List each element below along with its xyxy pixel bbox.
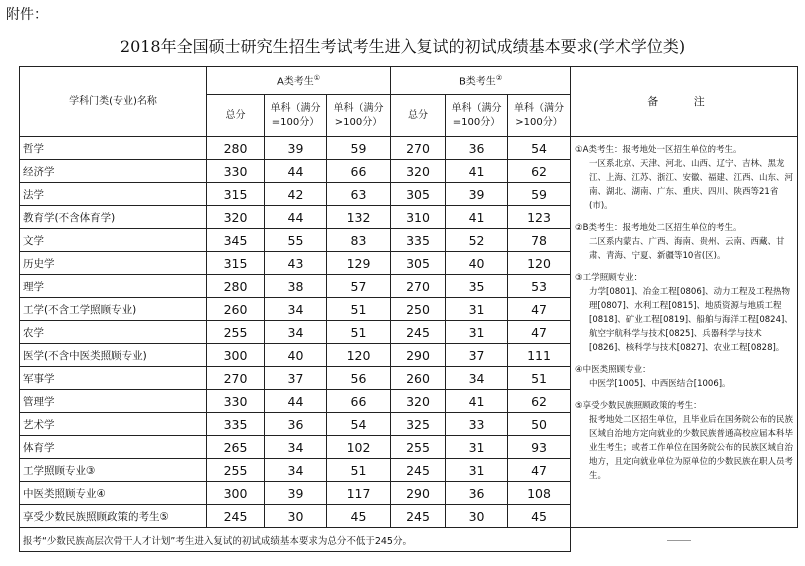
score-a-over: 51 bbox=[327, 321, 391, 344]
score-b-100: 34 bbox=[446, 367, 508, 390]
score-b-100: 35 bbox=[446, 275, 508, 298]
score-a-total: 255 bbox=[207, 459, 265, 482]
score-b-100: 36 bbox=[446, 137, 508, 160]
note-body: 力学[0801]、冶金工程[0806]、动力工程及工程热物理[0807]、水利工程[0815]、地质资源与地质工程[0818]、矿业工程[0819]、船舶与海洋工程[0824]、航空宇航科学与技术[0825]、兵器科学与技术[0826]、核科学与技术[0827]、农业工程[0828]。 bbox=[589, 287, 793, 353]
subject-name: 哲学 bbox=[20, 137, 207, 160]
score-requirements-table bbox=[19, 66, 798, 552]
score-a-100: 55 bbox=[265, 229, 327, 252]
score-b-over: 108 bbox=[508, 482, 571, 505]
score-a-100: 40 bbox=[265, 344, 327, 367]
score-a-100: 43 bbox=[265, 252, 327, 275]
score-b-over: 53 bbox=[508, 275, 571, 298]
score-b-100: 30 bbox=[446, 505, 508, 528]
score-b-total: 290 bbox=[391, 344, 446, 367]
score-a-100: 39 bbox=[265, 137, 327, 160]
score-a-total: 280 bbox=[207, 137, 265, 160]
score-b-total: 335 bbox=[391, 229, 446, 252]
subject-name: 教育学(不含体育学) bbox=[20, 206, 207, 229]
score-a-total: 260 bbox=[207, 298, 265, 321]
subject-name: 中医类照顾专业④ bbox=[20, 482, 207, 505]
subject-name: 军事学 bbox=[20, 367, 207, 390]
b-single-100-header: 单科（满分=100分） bbox=[446, 95, 508, 137]
score-a-100: 34 bbox=[265, 321, 327, 344]
group-b-label: B类考生 bbox=[458, 76, 496, 88]
score-b-100: 33 bbox=[446, 413, 508, 436]
note-heading: ④中医类照顾专业： bbox=[575, 365, 651, 375]
score-b-over: 120 bbox=[508, 252, 571, 275]
score-a-100: 44 bbox=[265, 390, 327, 413]
note-heading: ②B类考生：报考地处二区招生单位的考生。 bbox=[575, 223, 742, 233]
score-b-100: 41 bbox=[446, 206, 508, 229]
category-header: 学科门类(专业)名称 bbox=[20, 67, 207, 137]
score-b-total: 305 bbox=[391, 183, 446, 206]
score-a-over: 129 bbox=[327, 252, 391, 275]
score-a-total: 300 bbox=[207, 482, 265, 505]
score-a-total: 320 bbox=[207, 206, 265, 229]
score-b-100: 31 bbox=[446, 436, 508, 459]
note-body: 报考地处二区招生单位，且毕业后在国务院公布的民族区域自治地方定向就业的少数民族普通高校应届本科毕业生考生；或者工作单位在国务院公布的民族区域自治地方，且定向就业单位为原单位的少数民族在职人员考生。 bbox=[589, 415, 794, 481]
score-a-total: 265 bbox=[207, 436, 265, 459]
score-b-total: 320 bbox=[391, 390, 446, 413]
score-a-total: 345 bbox=[207, 229, 265, 252]
score-b-100: 31 bbox=[446, 321, 508, 344]
score-b-over: 123 bbox=[508, 206, 571, 229]
note-body: 一区系北京、天津、河北、山西、辽宁、吉林、黑龙江、上海、江苏、浙江、安徽、福建、江西、山东、河南、湖北、湖南、广东、重庆、四川、陕西等21省(市)。 bbox=[589, 159, 794, 211]
score-a-total: 315 bbox=[207, 183, 265, 206]
score-a-over: 66 bbox=[327, 390, 391, 413]
score-b-over: 62 bbox=[508, 160, 571, 183]
score-b-over: 54 bbox=[508, 137, 571, 160]
score-b-over: 62 bbox=[508, 390, 571, 413]
score-a-100: 42 bbox=[265, 183, 327, 206]
subject-name: 体育学 bbox=[20, 436, 207, 459]
score-b-total: 310 bbox=[391, 206, 446, 229]
score-a-over: 66 bbox=[327, 160, 391, 183]
subject-name: 工学(不含工学照顾专业) bbox=[20, 298, 207, 321]
score-b-over: 47 bbox=[508, 298, 571, 321]
score-a-100: 44 bbox=[265, 206, 327, 229]
score-a-total: 315 bbox=[207, 252, 265, 275]
score-a-over: 57 bbox=[327, 275, 391, 298]
subject-name: 理学 bbox=[20, 275, 207, 298]
score-a-100: 38 bbox=[265, 275, 327, 298]
group-a-footnote-mark: ① bbox=[313, 74, 321, 83]
score-b-total: 245 bbox=[391, 459, 446, 482]
score-b-over: 50 bbox=[508, 413, 571, 436]
score-a-100: 34 bbox=[265, 436, 327, 459]
score-b-total: 270 bbox=[391, 275, 446, 298]
score-a-over: 83 bbox=[327, 229, 391, 252]
subject-name: 工学照顾专业③ bbox=[20, 459, 207, 482]
b-total-header: 总分 bbox=[391, 95, 446, 137]
score-b-over: 93 bbox=[508, 436, 571, 459]
subject-name: 农学 bbox=[20, 321, 207, 344]
bottom-scribble bbox=[667, 540, 691, 541]
group-a-header bbox=[207, 67, 391, 95]
score-a-over: 132 bbox=[327, 206, 391, 229]
score-a-over: 45 bbox=[327, 505, 391, 528]
score-b-over: 47 bbox=[508, 459, 571, 482]
note-heading: ⑤享受少数民族照顾政策的考生： bbox=[575, 401, 702, 411]
score-a-over: 120 bbox=[327, 344, 391, 367]
note-body: 二区系内蒙古、广西、海南、贵州、云南、西藏、甘肃、青海、宁夏、新疆等10省(区)。 bbox=[589, 237, 785, 261]
note-heading: ③工学照顾专业： bbox=[575, 273, 643, 283]
group-a-label: A类考生 bbox=[276, 76, 314, 88]
remarks-header: 备 注 bbox=[571, 67, 798, 137]
score-b-total: 325 bbox=[391, 413, 446, 436]
score-a-over: 51 bbox=[327, 459, 391, 482]
score-a-100: 44 bbox=[265, 160, 327, 183]
note-heading: ①A类考生：报考地处一区招生单位的考生。 bbox=[575, 145, 742, 155]
score-b-100: 36 bbox=[446, 482, 508, 505]
note-n5 bbox=[575, 399, 794, 483]
score-a-over: 51 bbox=[327, 298, 391, 321]
score-a-over: 63 bbox=[327, 183, 391, 206]
score-a-total: 245 bbox=[207, 505, 265, 528]
score-a-100: 34 bbox=[265, 298, 327, 321]
score-a-total: 270 bbox=[207, 367, 265, 390]
score-b-100: 40 bbox=[446, 252, 508, 275]
table-body bbox=[20, 137, 798, 528]
score-a-total: 280 bbox=[207, 275, 265, 298]
group-b-header bbox=[391, 67, 571, 95]
score-a-total: 335 bbox=[207, 413, 265, 436]
subject-name: 经济学 bbox=[20, 160, 207, 183]
document-title: 2018年全国硕士研究生招生考试考生进入复试的初试成绩基本要求(学术学位类) bbox=[119, 37, 686, 56]
score-b-100: 41 bbox=[446, 390, 508, 413]
score-a-over: 54 bbox=[327, 413, 391, 436]
score-a-100: 34 bbox=[265, 459, 327, 482]
attachment-label: 附件： bbox=[6, 7, 48, 23]
note-n4 bbox=[575, 363, 794, 391]
score-b-over: 45 bbox=[508, 505, 571, 528]
score-b-100: 37 bbox=[446, 344, 508, 367]
score-b-total: 255 bbox=[391, 436, 446, 459]
note-n1 bbox=[575, 143, 794, 213]
score-b-over: 47 bbox=[508, 321, 571, 344]
group-b-footnote-mark: ② bbox=[495, 74, 503, 83]
a-single-over-100-header: 单科（满分>100分） bbox=[327, 95, 391, 137]
subject-name: 历史学 bbox=[20, 252, 207, 275]
score-b-over: 59 bbox=[508, 183, 571, 206]
score-b-total: 305 bbox=[391, 252, 446, 275]
a-total-header: 总分 bbox=[207, 95, 265, 137]
table-row bbox=[20, 137, 798, 160]
score-a-total: 255 bbox=[207, 321, 265, 344]
score-a-100: 36 bbox=[265, 413, 327, 436]
score-a-100: 39 bbox=[265, 482, 327, 505]
footnote: 报考“少数民族高层次骨干人才计划”考生进入复试的初试成绩基本要求为总分不低于245分。 bbox=[20, 528, 571, 552]
score-b-100: 52 bbox=[446, 229, 508, 252]
score-b-100: 31 bbox=[446, 459, 508, 482]
score-b-100: 39 bbox=[446, 183, 508, 206]
score-a-over: 59 bbox=[327, 137, 391, 160]
score-b-total: 320 bbox=[391, 160, 446, 183]
score-a-total: 300 bbox=[207, 344, 265, 367]
score-b-100: 31 bbox=[446, 298, 508, 321]
subject-name: 管理学 bbox=[20, 390, 207, 413]
score-a-100: 30 bbox=[265, 505, 327, 528]
score-a-over: 56 bbox=[327, 367, 391, 390]
subject-name: 享受少数民族照顾政策的考生⑤ bbox=[20, 505, 207, 528]
subject-name: 艺术学 bbox=[20, 413, 207, 436]
score-b-total: 270 bbox=[391, 137, 446, 160]
score-a-total: 330 bbox=[207, 390, 265, 413]
a-single-100-header: 单科（满分=100分） bbox=[265, 95, 327, 137]
score-b-over: 111 bbox=[508, 344, 571, 367]
subject-name: 法学 bbox=[20, 183, 207, 206]
remarks-notes bbox=[571, 137, 798, 528]
note-n2 bbox=[575, 221, 794, 263]
score-a-over: 102 bbox=[327, 436, 391, 459]
score-b-100: 41 bbox=[446, 160, 508, 183]
score-b-over: 78 bbox=[508, 229, 571, 252]
score-b-total: 290 bbox=[391, 482, 446, 505]
note-n3 bbox=[575, 271, 794, 355]
b-single-over-100-header: 单科（满分>100分） bbox=[508, 95, 571, 137]
score-a-100: 37 bbox=[265, 367, 327, 390]
score-b-total: 245 bbox=[391, 321, 446, 344]
subject-name: 文学 bbox=[20, 229, 207, 252]
score-a-over: 117 bbox=[327, 482, 391, 505]
note-body: 中医学[1005]、中西医结合[1006]。 bbox=[589, 379, 731, 389]
subject-name: 医学(不含中医类照顾专业) bbox=[20, 344, 207, 367]
score-b-total: 250 bbox=[391, 298, 446, 321]
score-b-total: 260 bbox=[391, 367, 446, 390]
score-b-over: 51 bbox=[508, 367, 571, 390]
score-b-total: 245 bbox=[391, 505, 446, 528]
score-a-total: 330 bbox=[207, 160, 265, 183]
